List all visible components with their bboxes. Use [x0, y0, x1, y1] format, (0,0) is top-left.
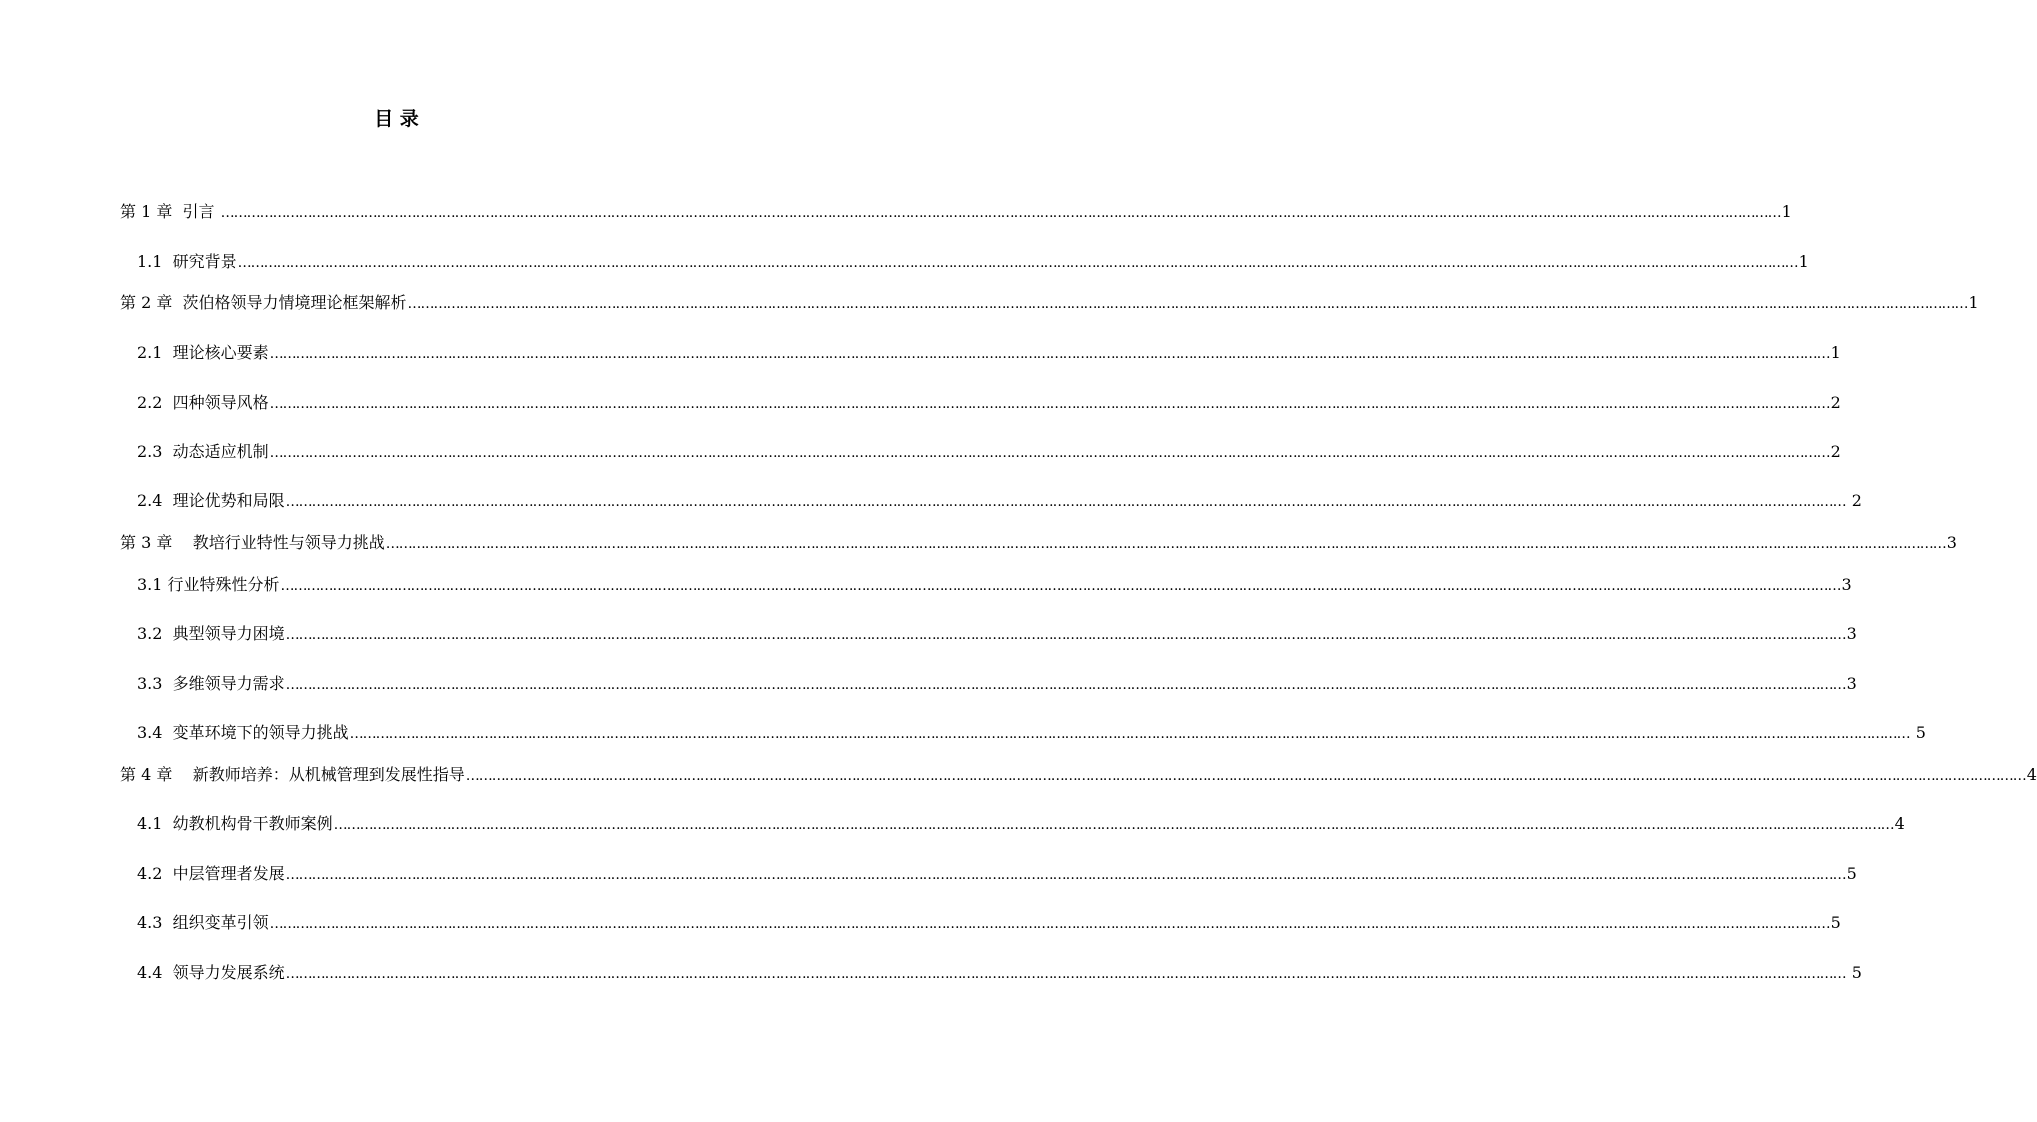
toc-entry[interactable] [137, 672, 1857, 696]
toc-entry-page-number: 1 [1830, 343, 1841, 362]
toc-entry-page-number: 4 [2026, 765, 2037, 784]
toc-entry-label: 1.1 研究背景 [137, 252, 237, 271]
dot-leader: ……………………………………………………………………………………………………………………………………………………………………………………………………………………………………………………………………………………………………………………………… [407, 296, 1968, 312]
toc-entry-page-number: 4 [1894, 814, 1905, 833]
toc-entry-page-number: 5 [1910, 723, 1926, 742]
dot-leader: ……………………………………………………………………………………………………………………………………………………………………………………………………………………………………………………………………………………………………………………………… [285, 677, 1846, 693]
toc-entry-label: 3.1 行业特殊性分析 [137, 575, 280, 594]
dot-leader: ……………………………………………………………………………………………………………………………………………………………………………………………………………………………………………………………………………………………………………………………… [269, 396, 1830, 412]
dot-leader: ……………………………………………………………………………………………………………………………………………………………………………………………………………………………………………………………………………………………………………………………… [269, 346, 1830, 362]
toc-entry[interactable] [137, 961, 1862, 985]
toc-entry-page-number: 2 [1846, 491, 1862, 510]
toc-entry-page-number: 5 [1846, 864, 1857, 883]
toc-entry-label: 3.2 典型领导力困境 [137, 624, 285, 643]
toc-entry-label: 第 1 章 引言 [120, 202, 220, 221]
toc-entry-page-number: 1 [1968, 293, 1979, 312]
toc-entry[interactable] [120, 531, 1957, 555]
toc-entry-page-number: 5 [1846, 963, 1862, 982]
toc-entry-label: 第 3 章 教培行业特性与领导力挑战 [120, 533, 385, 552]
toc-entry-page-number: 3 [1846, 624, 1857, 643]
dot-leader: ……………………………………………………………………………………………………………………………………………………………………………………………………………………………………………………………………………………………………………………………… [285, 867, 1846, 883]
toc-entry[interactable] [137, 250, 1809, 274]
toc-entry[interactable] [137, 573, 1852, 597]
toc-entry-page-number: 3 [1841, 575, 1852, 594]
toc-entry-page-number: 3 [1946, 533, 1957, 552]
toc-entry[interactable] [137, 911, 1841, 935]
dot-leader: ……………………………………………………………………………………………………………………………………………………………………………………………………………………………………………………………………………………………………………………………… [220, 205, 1781, 221]
dot-leader: ……………………………………………………………………………………………………………………………………………………………………………………………………………………………………………………………………………………………………………………………… [285, 494, 1846, 510]
toc-entry-label: 4.2 中层管理者发展 [137, 864, 285, 883]
toc-entry[interactable] [137, 341, 1841, 365]
toc-entry[interactable] [137, 622, 1857, 646]
dot-leader: ……………………………………………………………………………………………………………………………………………………………………………………………………………………………………………………………………………………………………………………………… [285, 966, 1846, 982]
dot-leader: ……………………………………………………………………………………………………………………………………………………………………………………………………………………………………………………………………………………………………………………………… [349, 726, 1910, 742]
toc-entry[interactable] [120, 763, 2037, 787]
toc-entry-page-number: 2 [1830, 393, 1841, 412]
toc-entry-label: 第 2 章 茨伯格领导力情境理论框架解析 [120, 293, 407, 312]
dot-leader: ……………………………………………………………………………………………………………………………………………………………………………………………………………………………………………………………………………………………………………………………… [465, 768, 2026, 784]
dot-leader: ……………………………………………………………………………………………………………………………………………………………………………………………………………………………………………………………………………………………………………………………… [237, 255, 1798, 271]
toc-entry[interactable] [120, 291, 1979, 315]
toc-entry[interactable] [120, 200, 1792, 224]
dot-leader: ……………………………………………………………………………………………………………………………………………………………………………………………………………………………………………………………………………………………………………………………… [269, 445, 1830, 461]
dot-leader: ……………………………………………………………………………………………………………………………………………………………………………………………………………………………………………………………………………………………………………………………… [385, 536, 1946, 552]
toc-entry[interactable] [137, 862, 1857, 886]
dot-leader: ……………………………………………………………………………………………………………………………………………………………………………………………………………………………………………………………………………………………………………………………… [269, 916, 1830, 932]
toc-entry-label: 第 4 章 新教师培养：从机械管理到发展性指导 [120, 765, 465, 784]
toc-entry-page-number: 2 [1830, 442, 1841, 461]
toc-entry-label: 4.3 组织变革引领 [137, 913, 269, 932]
toc-entry-label: 2.2 四种领导风格 [137, 393, 269, 412]
toc-entry-page-number: 1 [1781, 202, 1792, 221]
page-title: 目 录 [374, 108, 419, 130]
toc-entry[interactable] [137, 489, 1862, 513]
toc-entry-label: 2.1 理论核心要素 [137, 343, 269, 362]
toc-entry-label: 3.4 变革环境下的领导力挑战 [137, 723, 349, 742]
dot-leader: ……………………………………………………………………………………………………………………………………………………………………………………………………………………………………………………………………………………………………………………………… [285, 627, 1846, 643]
toc-entry-page-number: 3 [1846, 674, 1857, 693]
toc-entry[interactable] [137, 440, 1841, 464]
toc-entry-label: 4.1 幼教机构骨干教师案例 [137, 814, 333, 833]
toc-entry-label: 4.4 领导力发展系统 [137, 963, 285, 982]
toc-entry-page-number: 1 [1798, 252, 1809, 271]
toc-entry-label: 3.3 多维领导力需求 [137, 674, 285, 693]
toc-entry[interactable] [137, 391, 1841, 415]
dot-leader: ……………………………………………………………………………………………………………………………………………………………………………………………………………………………………………………………………………………………………………………………… [333, 817, 1894, 833]
toc-entry[interactable] [137, 812, 1905, 836]
toc-entry-page-number: 5 [1830, 913, 1841, 932]
toc-entry[interactable] [137, 721, 1926, 745]
toc-entry-label: 2.3 动态适应机制 [137, 442, 269, 461]
toc-entry-label: 2.4 理论优势和局限 [137, 491, 285, 510]
dot-leader: ……………………………………………………………………………………………………………………………………………………………………………………………………………………………………………………………………………………………………………………………… [280, 578, 1841, 594]
